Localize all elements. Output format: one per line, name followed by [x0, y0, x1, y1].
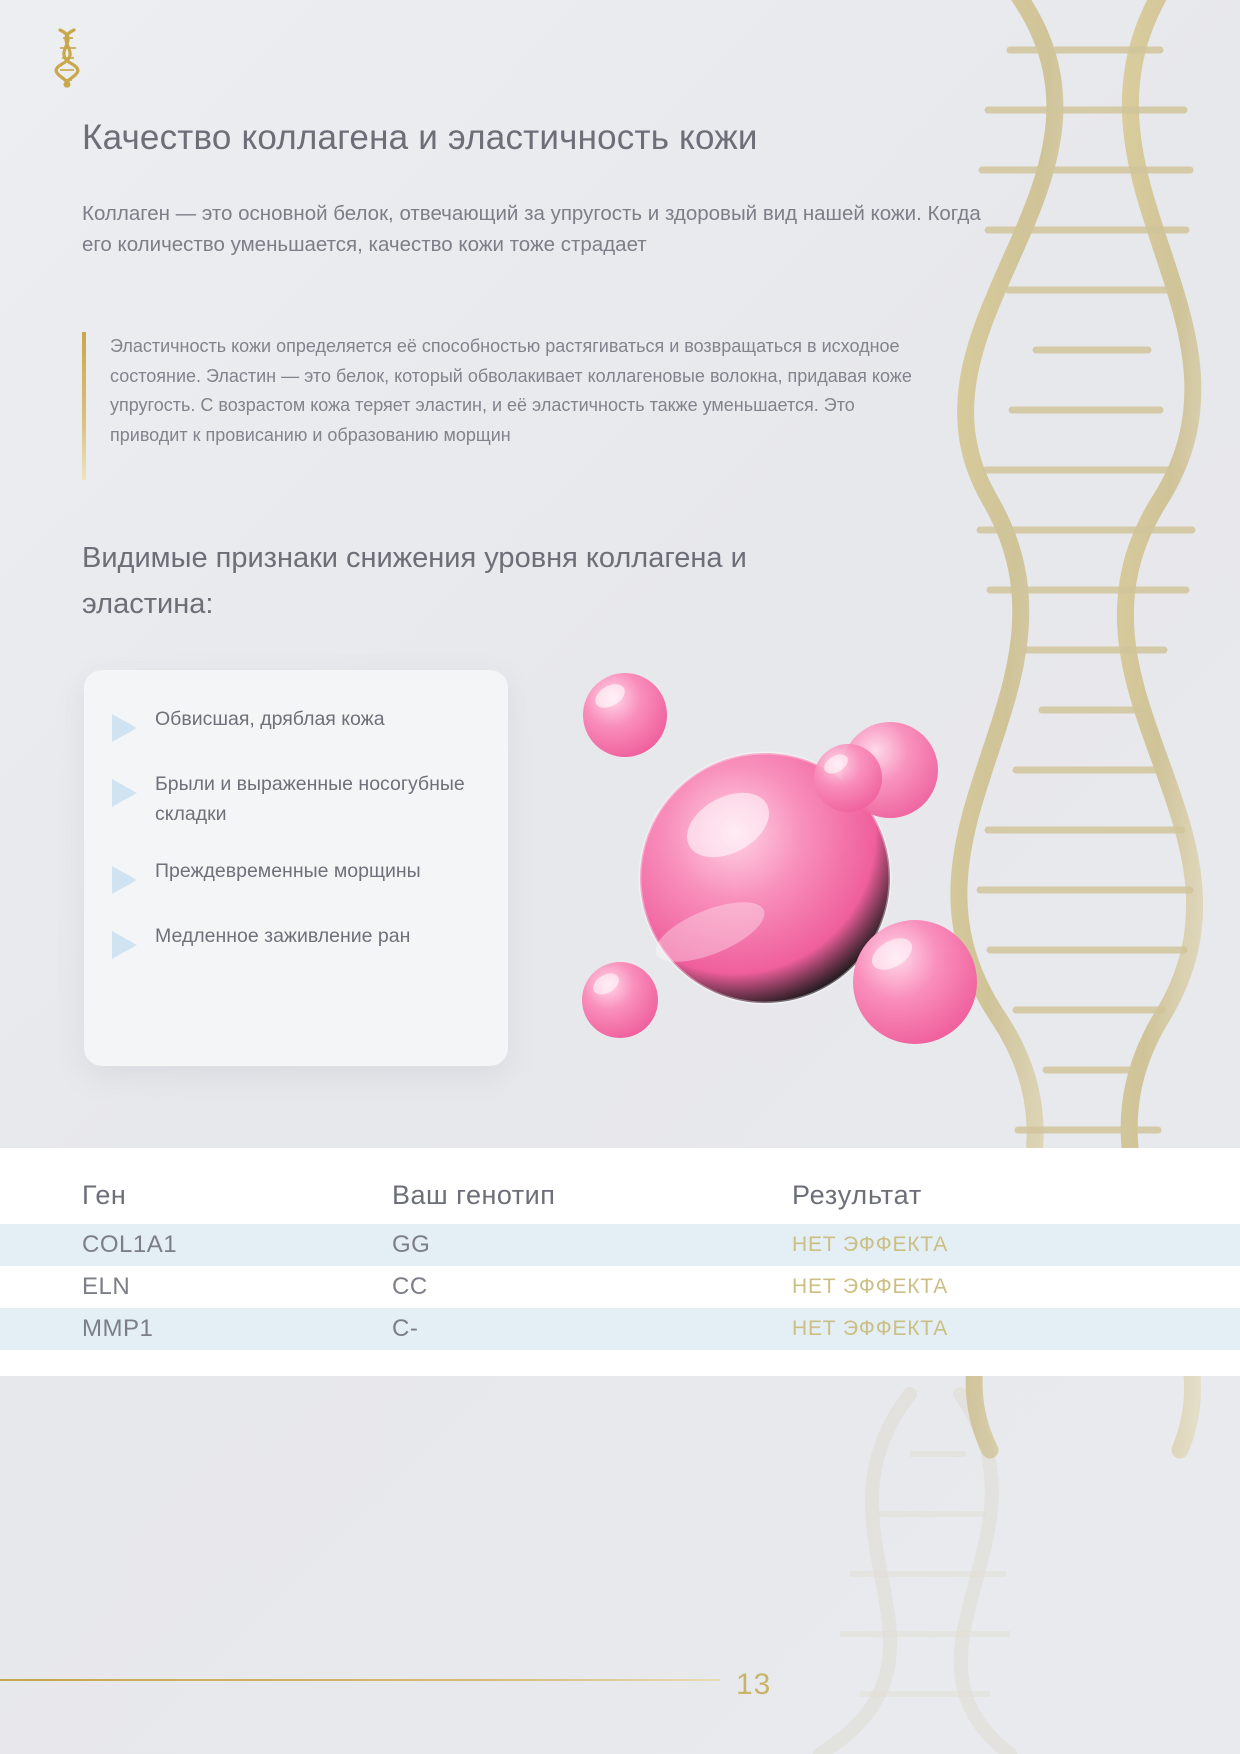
signs-list	[112, 704, 478, 959]
list-item-label: Брыли и выраженные носогубные складки	[155, 773, 465, 825]
table-row	[0, 1308, 1240, 1350]
column-header-result: Результат	[792, 1179, 922, 1210]
table-header-row	[0, 1166, 1240, 1224]
cell-result: НЕТ ЭФФЕКТА	[792, 1275, 949, 1298]
cell-result: НЕТ ЭФФЕКТА	[792, 1233, 949, 1256]
gene-results-table	[0, 1148, 1240, 1376]
table-row	[0, 1266, 1240, 1308]
column-header-gene: Ген	[82, 1179, 127, 1210]
pink-collagen-bubbles-illustration	[560, 660, 1030, 1090]
triangle-bullet-icon	[112, 779, 137, 807]
list-item	[112, 704, 478, 742]
column-header-genotype: Ваш генотип	[392, 1179, 556, 1210]
section-subtitle: Видимые признаки снижения уровня коллагена и эластина:	[82, 542, 747, 620]
footer-divider	[0, 1679, 720, 1681]
list-item-label: Обвисшая, дряблая кожа	[155, 708, 385, 730]
signs-card	[84, 670, 508, 1066]
cell-genotype: GG	[392, 1231, 431, 1258]
triangle-bullet-icon	[112, 714, 137, 742]
cell-gene: ELN	[82, 1273, 131, 1300]
triangle-bullet-icon	[112, 931, 137, 959]
dna-helix-decoration-secondary	[760, 1334, 1120, 1754]
quote-accent-bar	[82, 332, 86, 480]
list-item-label: Медленное заживление ран	[155, 925, 411, 947]
table-row	[0, 1224, 1240, 1266]
lead-paragraph: Коллаген — это основной белок, отвечающий за упругость и здоровый вид нашей кожи. Когда его количество уменьшается, качество кожи тоже страдает	[82, 202, 981, 256]
triangle-bullet-icon	[112, 866, 137, 894]
quote-text: Эластичность кожи определяется её способностью растягиваться и возвращаться в исходное состояние. Эластин — это белок, который обволакивает коллагеновые волокна, придавая коже упругость. С возрастом кожа теряет эластин, и её эластичность также уменьшается. Это приводит к провисанию и образованию морщин	[110, 336, 912, 445]
list-item-label: Преждевременные морщины	[155, 860, 421, 882]
cell-genotype: CC	[392, 1273, 428, 1300]
list-item	[112, 769, 478, 829]
cell-gene: COL1A1	[82, 1231, 178, 1258]
list-item	[112, 921, 478, 959]
cell-genotype: C-	[392, 1315, 419, 1342]
page-number: 13	[736, 1668, 772, 1701]
cell-gene: MMP1	[82, 1315, 154, 1342]
list-item	[112, 856, 478, 894]
cell-result: НЕТ ЭФФЕКТА	[792, 1317, 949, 1340]
dna-helix-logo	[40, 26, 94, 90]
quote-block	[82, 332, 912, 450]
page-title: Качество коллагена и эластичность кожи	[82, 118, 758, 157]
